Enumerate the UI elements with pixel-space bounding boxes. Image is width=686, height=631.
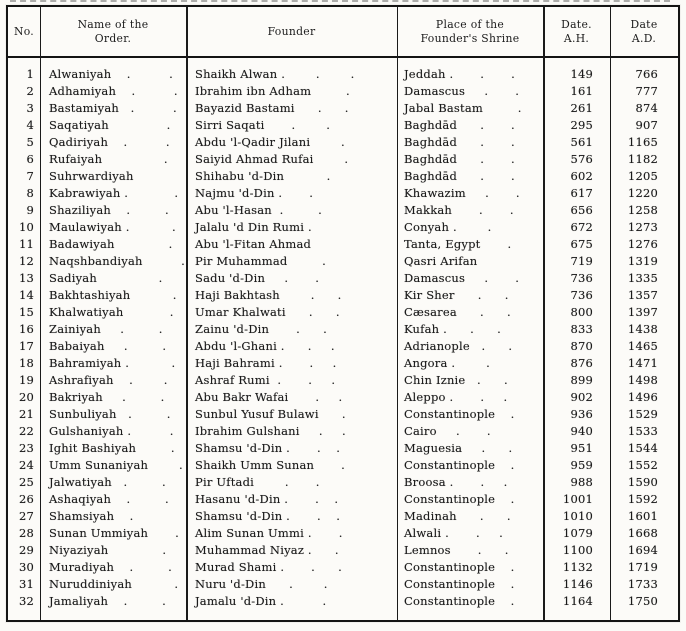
cell-date-ad: 1273 xyxy=(627,220,658,234)
cell-row-number: 15 xyxy=(18,305,34,319)
table-body xyxy=(8,58,678,610)
header-line: No. xyxy=(13,24,35,38)
table-row xyxy=(8,593,678,610)
cell-shrine-place: Aleppo . . . xyxy=(404,390,508,404)
table-row xyxy=(8,355,678,372)
cell-date-ah: 899 xyxy=(570,373,593,387)
cell-shrine-place: Cairo . . xyxy=(404,424,491,438)
cell-date-ad: 1205 xyxy=(627,169,658,183)
cell-date-ad: 766 xyxy=(635,67,658,81)
cell-order-name: Ashaqiyah . . xyxy=(49,492,169,506)
cell-date-ad: 1544 xyxy=(627,441,658,455)
table-row xyxy=(8,321,678,338)
cell-order-name: Khalwatiyah . xyxy=(49,305,174,319)
cell-date-ah: 719 xyxy=(570,254,593,268)
scan-artifact-line xyxy=(10,0,670,2)
cell-shrine-place: Madinah . . xyxy=(404,509,511,523)
cell-date-ah: 675 xyxy=(570,237,593,251)
cell-date-ah: 1079 xyxy=(562,526,593,540)
cell-shrine-place: Lemnos . . xyxy=(404,543,509,557)
cell-date-ah: 149 xyxy=(570,67,593,81)
cell-date-ah: 800 xyxy=(570,305,593,319)
cell-founder: Murad Shami . . . xyxy=(195,560,343,574)
table-row xyxy=(8,474,678,491)
cell-founder: Haji Bahrami . . . xyxy=(195,356,337,370)
cell-founder: Pir Muhammad . xyxy=(195,254,326,268)
table-row xyxy=(8,117,678,134)
cell-date-ah: 1146 xyxy=(562,577,593,591)
cell-row-number: 4 xyxy=(26,118,34,132)
cell-date-ah: 936 xyxy=(570,407,593,421)
table-header-row xyxy=(8,7,678,58)
cell-founder: Shihabu 'd-Din . xyxy=(195,169,331,183)
header-line: Date. xyxy=(561,18,592,31)
cell-order-name: Shaziliyah . . xyxy=(49,203,169,217)
cell-date-ad: 1182 xyxy=(627,152,658,166)
cell-order-name: Jalwatiyah . . xyxy=(49,475,166,489)
column-header-place-of-shrine xyxy=(397,7,543,56)
cell-date-ah: 602 xyxy=(570,169,593,183)
column-divider xyxy=(40,7,41,620)
cell-row-number: 32 xyxy=(18,594,34,608)
cell-shrine-place: Kir Sher . . xyxy=(404,288,509,302)
cell-date-ah: 870 xyxy=(570,339,593,353)
cell-row-number: 25 xyxy=(18,475,34,489)
cell-date-ad: 1552 xyxy=(627,458,658,472)
cell-date-ad: 1276 xyxy=(627,237,658,251)
cell-founder: Sadu 'd-Din . . xyxy=(195,271,320,285)
cell-order-name: Kabrawiyah . . xyxy=(49,186,179,200)
cell-date-ah: 959 xyxy=(570,458,593,472)
cell-row-number: 19 xyxy=(18,373,34,387)
cell-row-number: 11 xyxy=(18,237,34,251)
cell-shrine-place: Chin Iznie . . xyxy=(404,373,508,387)
cell-row-number: 30 xyxy=(18,560,34,574)
cell-date-ad: 874 xyxy=(635,101,658,115)
cell-order-name: Naqshbandiyah . xyxy=(49,254,186,268)
cell-date-ah: 988 xyxy=(570,475,593,489)
cell-order-name: Umm Sunaniyah . xyxy=(49,458,183,472)
cell-order-name: Qadiriyah . . xyxy=(49,135,170,149)
cell-founder: Pir Uftadi . . xyxy=(195,475,320,489)
cell-order-name: Maulawiyah . . xyxy=(49,220,176,234)
cell-shrine-place: Baghdād . . xyxy=(404,169,515,183)
cell-date-ad: 1498 xyxy=(627,373,658,387)
table-row xyxy=(8,66,678,83)
cell-founder: Haji Bakhtash . . xyxy=(195,288,342,302)
cell-shrine-place: Broosa . . . xyxy=(404,475,508,489)
cell-founder: Ibrahim ibn Adham . xyxy=(195,84,350,98)
table-row xyxy=(8,338,678,355)
cell-founder: Umar Khalwati . . xyxy=(195,305,340,319)
header-line: Name of the xyxy=(77,18,149,31)
table-row xyxy=(8,525,678,542)
cell-row-number: 26 xyxy=(18,492,34,506)
cell-founder: Jamalu 'd-Din . . xyxy=(195,594,327,608)
cell-shrine-place: Khawazim . . xyxy=(404,186,520,200)
cell-founder: Ashraf Rumi . . . xyxy=(195,373,336,387)
header-line: A.D. xyxy=(631,31,657,45)
cell-row-number: 21 xyxy=(18,407,34,421)
cell-row-number: 24 xyxy=(18,458,34,472)
cell-date-ah: 1010 xyxy=(562,509,593,523)
cell-date-ah: 672 xyxy=(570,220,593,234)
cell-founder: Najmu 'd-Din . . xyxy=(195,186,314,200)
cell-founder: Abu 'l-Hasan . . xyxy=(195,203,323,217)
cell-order-name: Bastamiyah . . xyxy=(49,101,177,115)
cell-row-number: 29 xyxy=(18,543,34,557)
cell-founder: Hasanu 'd-Din . . . xyxy=(195,492,339,506)
cell-order-name: Adhamiyah . . xyxy=(49,84,178,98)
table-row xyxy=(8,389,678,406)
cell-founder: Shamsu 'd-Din . . . xyxy=(195,509,341,523)
cell-date-ah: 1100 xyxy=(562,543,593,557)
cell-shrine-place: Qasri Arifan xyxy=(404,254,478,268)
cell-row-number: 22 xyxy=(18,424,34,438)
cell-row-number: 23 xyxy=(18,441,34,455)
table-row xyxy=(8,423,678,440)
cell-row-number: 8 xyxy=(26,186,34,200)
table-row xyxy=(8,508,678,525)
cell-date-ad: 907 xyxy=(635,118,658,132)
cell-founder: Alim Sunan Ummi . . xyxy=(195,526,343,540)
cell-date-ah: 940 xyxy=(570,424,593,438)
cell-founder: Saiyid Ahmad Rufai . xyxy=(195,152,349,166)
cell-row-number: 20 xyxy=(18,390,34,404)
table-row xyxy=(8,372,678,389)
cell-shrine-place: Damascus . . xyxy=(404,271,520,285)
cell-order-name: Jamaliyah . . xyxy=(49,594,166,608)
cell-date-ah: 902 xyxy=(570,390,593,404)
cell-date-ah: 1164 xyxy=(562,594,593,608)
table-row xyxy=(8,287,678,304)
table-row xyxy=(8,151,678,168)
cell-row-number: 9 xyxy=(26,203,34,217)
cell-date-ah: 295 xyxy=(570,118,593,132)
cell-order-name: Nuruddiniyah . xyxy=(49,577,179,591)
header-line: A.H. xyxy=(563,31,590,45)
table-row xyxy=(8,270,678,287)
cell-order-name: Alwaniyah . . xyxy=(49,67,174,81)
table-row xyxy=(8,168,678,185)
orders-table xyxy=(6,5,680,622)
cell-date-ad: 1319 xyxy=(627,254,658,268)
column-divider xyxy=(397,7,398,620)
cell-row-number: 16 xyxy=(18,322,34,336)
table-row xyxy=(8,491,678,508)
cell-shrine-place: Alwali . . . xyxy=(404,526,503,540)
cell-date-ad: 1496 xyxy=(627,390,658,404)
cell-shrine-place: Constantinople . xyxy=(404,560,515,574)
cell-order-name: Shamsiyah . xyxy=(49,509,134,523)
cell-shrine-place: Baghdād . . xyxy=(404,152,515,166)
table-row xyxy=(8,440,678,457)
cell-date-ah: 576 xyxy=(570,152,593,166)
cell-shrine-place: Angora . . xyxy=(404,356,490,370)
cell-founder: Abu 'l-Fitan Ahmad xyxy=(195,237,312,251)
table-row xyxy=(8,134,678,151)
column-header-date-ad xyxy=(610,7,678,56)
cell-shrine-place: Damascus . . xyxy=(404,84,520,98)
cell-founder: Nuru 'd-Din . . xyxy=(195,577,328,591)
cell-order-name: Bahramiyah . . xyxy=(49,356,176,370)
cell-shrine-place: Cæsarea . . xyxy=(404,305,511,319)
cell-shrine-place: Makkah . . xyxy=(404,203,514,217)
cell-date-ad: 1590 xyxy=(627,475,658,489)
cell-founder: Ibrahim Gulshani . . xyxy=(195,424,346,438)
cell-date-ad: 1465 xyxy=(627,339,658,353)
cell-shrine-place: Tanta, Egypt . xyxy=(404,237,512,251)
cell-order-name: Sadiyah . xyxy=(49,271,163,285)
cell-order-name: Badawiyah . xyxy=(49,237,173,251)
cell-order-name: Ighit Bashiyah . xyxy=(49,441,175,455)
table-row xyxy=(8,236,678,253)
cell-founder: Sirri Saqati . . xyxy=(195,118,331,132)
cell-shrine-place: Maguesia . . xyxy=(404,441,513,455)
cell-date-ad: 1258 xyxy=(627,203,658,217)
cell-row-number: 13 xyxy=(18,271,34,285)
cell-order-name: Gulshaniyah . . xyxy=(49,424,174,438)
cell-order-name: Zainiyah . . xyxy=(49,322,163,336)
column-header-date-ah xyxy=(543,7,610,56)
cell-date-ah: 261 xyxy=(570,101,593,115)
cell-founder: Jalalu 'd Din Rumi . xyxy=(195,220,312,234)
table-row xyxy=(8,185,678,202)
header-line: Founder xyxy=(267,24,316,38)
cell-row-number: 6 xyxy=(26,152,34,166)
cell-order-name: Bakriyah . . xyxy=(49,390,165,404)
cell-order-name: Niyaziyah . xyxy=(49,543,167,557)
cell-founder: Shamsu 'd-Din . . . xyxy=(195,441,341,455)
cell-order-name: Rufaiyah . xyxy=(49,152,168,166)
header-line: Date xyxy=(630,18,658,31)
header-line: Order. xyxy=(94,31,132,45)
cell-shrine-place: Constantinople . xyxy=(404,492,515,506)
cell-date-ah: 736 xyxy=(570,288,593,302)
table-row xyxy=(8,253,678,270)
column-header-no xyxy=(8,7,40,56)
cell-row-number: 31 xyxy=(18,577,34,591)
cell-founder: Muhammad Niyaz . . xyxy=(195,543,339,557)
cell-row-number: 12 xyxy=(18,254,34,268)
cell-order-name: Sunbuliyah . . xyxy=(49,407,171,421)
cell-founder: Bayazid Bastami . . xyxy=(195,101,349,115)
cell-shrine-place: Jeddah . . . xyxy=(404,67,516,81)
cell-date-ad: 1397 xyxy=(627,305,658,319)
table-row xyxy=(8,559,678,576)
cell-order-name: Sunan Ummiyah . xyxy=(49,526,179,540)
cell-founder: Abu Bakr Wafai . . xyxy=(195,390,343,404)
cell-shrine-place: Constantinople . xyxy=(404,594,515,608)
cell-date-ad: 1750 xyxy=(627,594,658,608)
table-row xyxy=(8,83,678,100)
cell-date-ad: 1601 xyxy=(627,509,658,523)
cell-date-ad: 1719 xyxy=(627,560,658,574)
cell-shrine-place: Kufah . . . xyxy=(404,322,501,336)
cell-order-name: Bakhtashiyah . xyxy=(49,288,177,302)
cell-founder: Shaikh Alwan . . . xyxy=(195,67,355,81)
cell-order-name: Ashrafiyah . . xyxy=(49,373,168,387)
cell-row-number: 18 xyxy=(18,356,34,370)
cell-shrine-place: Constantinople . xyxy=(404,407,515,421)
cell-date-ah: 736 xyxy=(570,271,593,285)
cell-founder: Zainu 'd-Din . . xyxy=(195,322,327,336)
cell-date-ad: 1694 xyxy=(627,543,658,557)
cell-date-ah: 656 xyxy=(570,203,593,217)
cell-shrine-place: Conyah . . xyxy=(404,220,492,234)
column-divider xyxy=(186,7,188,620)
table-row xyxy=(8,100,678,117)
cell-shrine-place: Constantinople . xyxy=(404,458,515,472)
cell-row-number: 14 xyxy=(18,288,34,302)
cell-founder: Abdu 'l-Ghani . . . xyxy=(195,339,335,353)
column-header-founder xyxy=(186,7,397,56)
cell-order-name: Babaiyah . . xyxy=(49,339,167,353)
cell-row-number: 28 xyxy=(18,526,34,540)
cell-date-ad: 1165 xyxy=(627,135,658,149)
cell-date-ad: 1529 xyxy=(627,407,658,421)
table-row xyxy=(8,457,678,474)
cell-founder: Shaikh Umm Sunan . xyxy=(195,458,346,472)
cell-date-ah: 561 xyxy=(570,135,593,149)
cell-order-name: Muradiyah . . xyxy=(49,560,172,574)
cell-order-name: Saqatiyah . xyxy=(49,118,171,132)
cell-row-number: 17 xyxy=(18,339,34,353)
column-divider xyxy=(610,7,611,620)
cell-date-ad: 777 xyxy=(635,84,658,98)
cell-date-ad: 1533 xyxy=(627,424,658,438)
cell-date-ad: 1733 xyxy=(627,577,658,591)
cell-date-ad: 1668 xyxy=(627,526,658,540)
table-row xyxy=(8,406,678,423)
header-line: Place of the xyxy=(435,18,505,31)
cell-date-ad: 1335 xyxy=(627,271,658,285)
cell-row-number: 27 xyxy=(18,509,34,523)
cell-row-number: 1 xyxy=(26,67,34,81)
cell-order-name: Suhrwardiyah xyxy=(49,169,134,183)
cell-shrine-place: Jabal Bastam . xyxy=(404,101,522,115)
cell-row-number: 10 xyxy=(18,220,34,234)
cell-date-ad: 1471 xyxy=(627,356,658,370)
cell-date-ad: 1220 xyxy=(627,186,658,200)
cell-row-number: 5 xyxy=(26,135,34,149)
cell-row-number: 7 xyxy=(26,169,34,183)
cell-founder: Sunbul Yusuf Bulawi . xyxy=(195,407,346,421)
cell-date-ad: 1357 xyxy=(627,288,658,302)
cell-shrine-place: Adrianople . . xyxy=(404,339,513,353)
table-row xyxy=(8,304,678,321)
cell-date-ad: 1438 xyxy=(627,322,658,336)
header-line: Founder's Shrine xyxy=(420,31,520,45)
cell-shrine-place: Baghdād . . xyxy=(404,118,515,132)
table-row xyxy=(8,219,678,236)
cell-date-ad: 1592 xyxy=(627,492,658,506)
table-row xyxy=(8,576,678,593)
cell-date-ah: 951 xyxy=(570,441,593,455)
table-row xyxy=(8,202,678,219)
cell-date-ah: 1001 xyxy=(562,492,593,506)
cell-date-ah: 161 xyxy=(570,84,593,98)
cell-date-ah: 617 xyxy=(570,186,593,200)
cell-date-ah: 833 xyxy=(570,322,593,336)
cell-row-number: 2 xyxy=(26,84,34,98)
cell-shrine-place: Baghdād . . xyxy=(404,135,515,149)
cell-row-number: 3 xyxy=(26,101,34,115)
cell-shrine-place: Constantinople . xyxy=(404,577,515,591)
column-header-order-name xyxy=(40,7,186,56)
cell-founder: Abdu 'l-Qadir Jilani . xyxy=(195,135,345,149)
table-row xyxy=(8,542,678,559)
cell-date-ah: 1132 xyxy=(562,560,593,574)
cell-date-ah: 876 xyxy=(570,356,593,370)
column-divider xyxy=(543,7,545,620)
